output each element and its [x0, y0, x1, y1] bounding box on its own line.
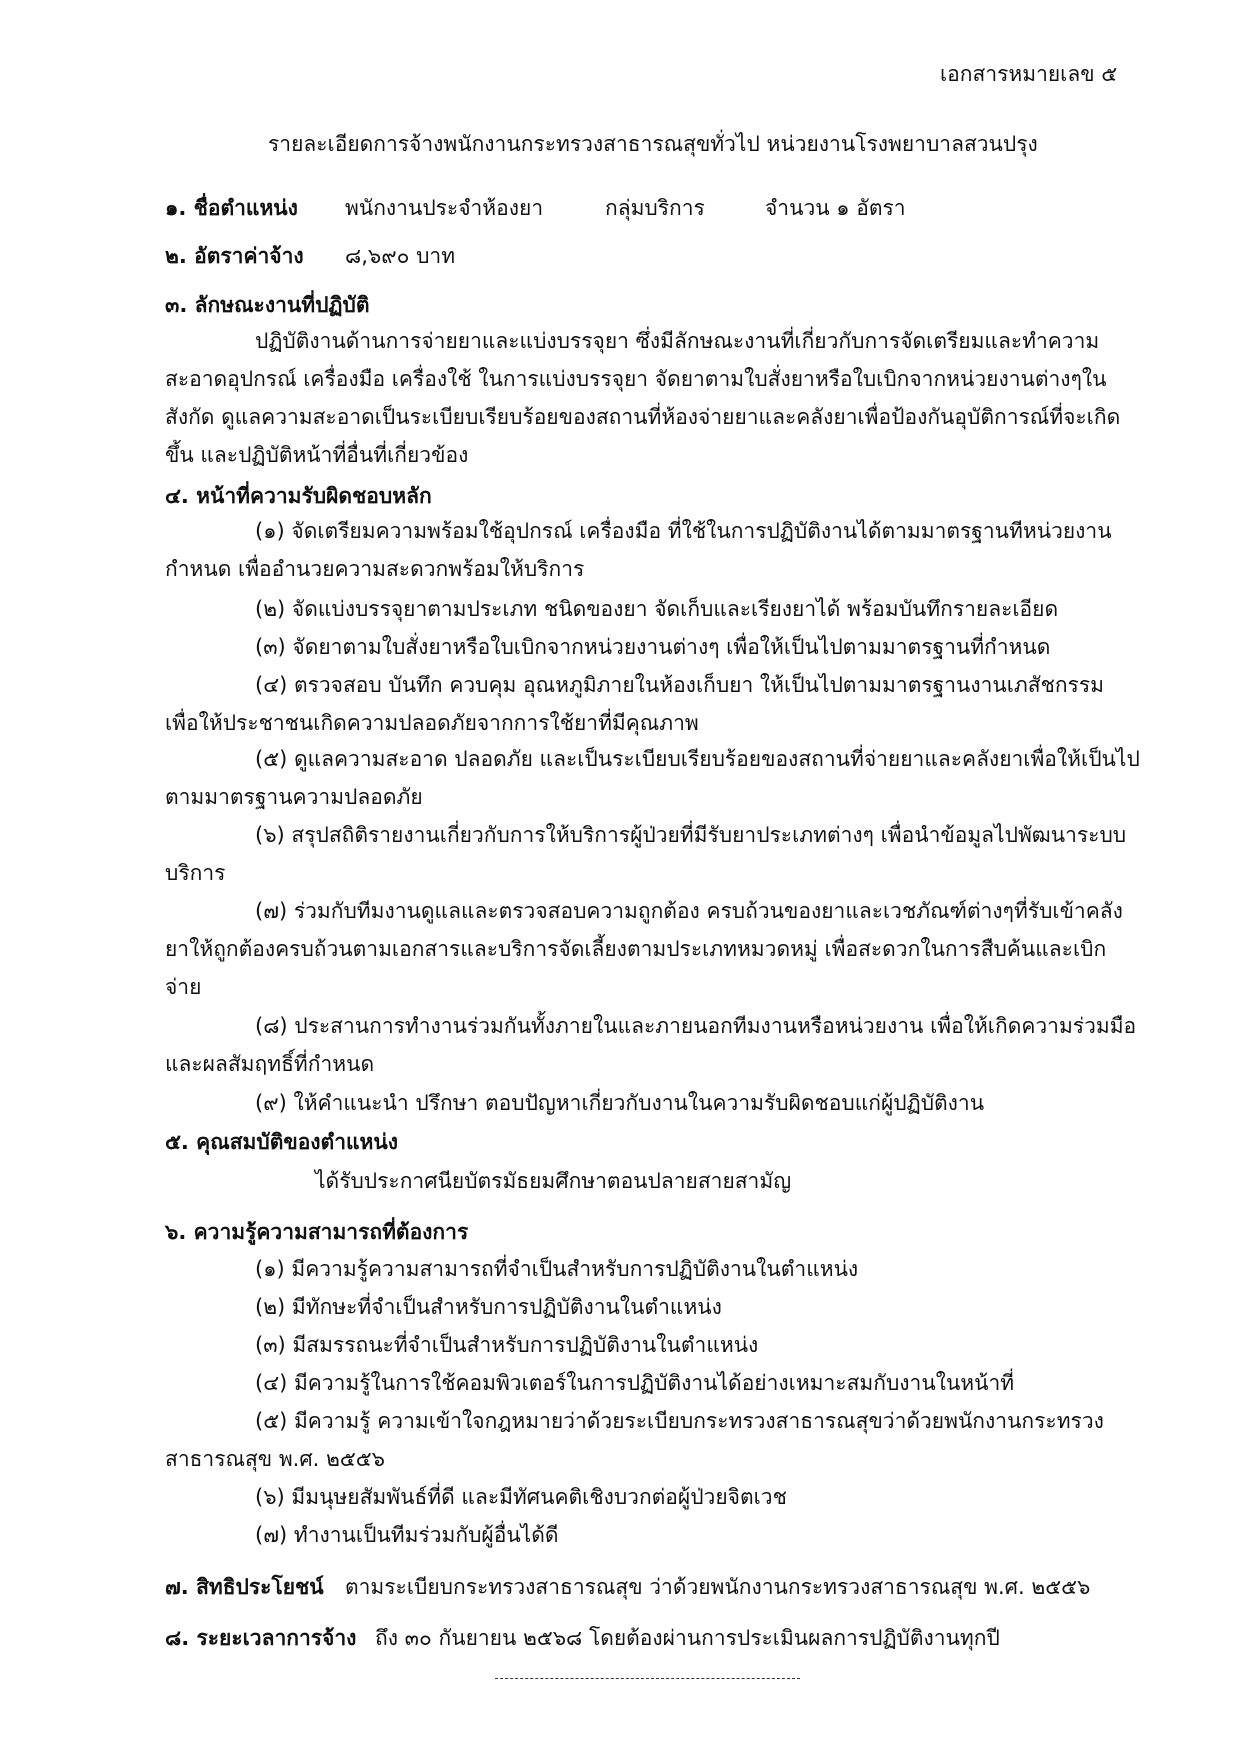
skill-item: (๕) มีความรู้ ความเข้าใจกฎหมายว่าด้วยระเบียบกระทรวงสาธารณสุขว่าด้วยพนักงานกระทรวงสาธารณสุข พ.ศ. ๒๕๕๖ — [165, 1409, 1104, 1471]
position-group: กลุ่มบริการ — [605, 196, 705, 220]
position-label: ๑. ชื่อตำแหน่ง — [165, 196, 298, 220]
skill-item: (๓) มีสมรรถนะที่จำเป็นสำหรับการปฏิบัติงานในตำแหน่ง — [255, 1333, 759, 1357]
skill-item: (๒) มีทักษะที่จำเป็นสำหรับการปฏิบัติงานในตำแหน่ง — [255, 1295, 722, 1319]
duties-heading: ๔. หน้าที่ความรับผิดชอบหลัก — [165, 484, 432, 508]
skill-item: (๔) มีความรู้ในการใช้คอมพิวเตอร์ในการปฏิบัติงานได้อย่างเหมาะสมกับงานในหน้าที่ — [255, 1371, 1015, 1395]
skill-item: (๑) มีความรู้ความสามารถที่จำเป็นสำหรับการปฏิบัติงานในตำแหน่ง — [255, 1257, 859, 1281]
work-nature-text: ปฏิบัติงานด้านการจ่ายยาและแบ่งบรรจุยา ซึ่งมีลักษณะงานที่เกี่ยวกับการจัดเตรียมและทำความสะอาดอุปกรณ์ เครื่องมือ เครื่องใช้ ในการแบ่งบรรจุยา จัดยาตามใบสั่งยาหรือใบเบิกจากหน่วยงานต่างๆในสังกัด ดูแลความสะอาดเป็นระเบียบเรียบร้อยของสถานที่ห้องจ่ายยาและคลังยาเพื่อป้องกันอุบัติการณ์ที่จะเกิดขึ้น และปฏิบัติหน้าที่อื่นที่เกี่ยวข้อง — [165, 329, 1121, 467]
skill-item: (๗) ทำงานเป็นทีมร่วมกับผู้อื่นได้ดี — [255, 1523, 559, 1547]
term-text: ถึง ๓๐ กันยายน ๒๕๖๘ โดยต้องผ่านการประเมินผลการปฏิบัติงานทุกปี — [375, 1626, 1000, 1650]
term-label: ๘. ระยะเวลาการจ้าง — [165, 1626, 357, 1650]
wage-label: ๒. อัตราค่าจ้าง — [165, 244, 304, 268]
duty-item: (๕) ดูแลความสะอาด ปลอดภัย และเป็นระเบียบเรียบร้อยของสถานที่จ่ายยาและคลังยาเพื่อให้เป็นไปตามมาตรฐานความปลอดภัย — [165, 747, 1140, 809]
doc-title: รายละเอียดการจ้างพนักงานกระทรวงสาธารณสุขทั่วไป หน่วยงานโรงพยาบาลสวนปรุง — [268, 132, 1038, 156]
doc-number: เอกสารหมายเลข ๕ — [940, 62, 1118, 86]
duty-item: (๗) ร่วมกับทีมงานดูแลและตรวจสอบความถูกต้อง ครบถ้วนของยาและเวชภัณฑ์ต่างๆที่รับเข้าคลังยาให้ถูกต้องครบถ้วนตามเอกสารและบริการจัดเลี้ยงตามประเภทหมวดหมู่ เพื่อสะดวกในการสืบค้นและเบิกจ่าย — [165, 899, 1123, 999]
qualification-heading: ๕. คุณสมบัติของตำแหน่ง — [165, 1130, 398, 1154]
work-nature-heading: ๓. ลักษณะงานที่ปฏิบัติ — [165, 293, 370, 317]
duty-item: (๔) ตรวจสอบ บันทึก ควบคุม อุณหภูมิภายในห้องเก็บยา ให้เป็นไปตามมาตรฐานงานเภสัชกรรม เพื่อให้ประชาชนเกิดความปลอดภัยจากการใช้ยาที่มีคุณภาพ — [165, 673, 1104, 735]
position-name: พนักงานประจำห้องยา — [345, 196, 544, 220]
end-separator — [495, 1678, 800, 1679]
duty-item: (๓) จัดยาตามใบสั่งยาหรือใบเบิกจากหน่วยงานต่างๆ เพื่อให้เป็นไปตามมาตรฐานที่กำหนด — [255, 635, 1051, 659]
skills-heading: ๖. ความรู้ความสามารถที่ต้องการ — [165, 1220, 469, 1244]
duty-item: (๖) สรุปสถิติรายงานเกี่ยวกับการให้บริการผู้ป่วยที่มีรับยาประเภทต่างๆ เพื่อนำข้อมูลไปพัฒนาระบบบริการ — [165, 823, 1127, 885]
benefits-text: ตามระเบียบกระทรวงสาธารณสุข ว่าด้วยพนักงานกระทรวงสาธารณสุข พ.ศ. ๒๕๕๖ — [345, 1575, 1091, 1599]
duty-item: (๒) จัดแบ่งบรรจุยาตามประเภท ชนิดของยา จัดเก็บและเรียงยาได้ พร้อมบันทึกรายละเอียด — [255, 597, 1059, 621]
wage-value: ๘,๖๙๐ บาท — [345, 244, 456, 268]
benefits-label: ๗. สิทธิประโยชน์ — [165, 1575, 324, 1599]
position-count: จำนวน ๑ อัตรา — [765, 196, 906, 220]
qualification-text: ได้รับประกาศนียบัตรมัธยมศึกษาตอนปลายสายสามัญ — [315, 1169, 792, 1193]
skill-item: (๖) มีมนุษยสัมพันธ์ที่ดี และมีทัศนคติเชิงบวกต่อผู้ป่วยจิตเวช — [255, 1485, 787, 1509]
duty-item: (๘) ประสานการทำงานร่วมกันทั้งภายในและภายนอกทีมงานหรือหน่วยงาน เพื่อให้เกิดความร่วมมือและผลสัมฤทธิ์ที่กำหนด — [165, 1014, 1137, 1076]
duty-item: (๑) จัดเตรียมความพร้อมใช้อุปกรณ์ เครื่องมือ ที่ใช้ในการปฏิบัติงานได้ตามมาตรฐานทีหน่วยงานกำหนด เพื่ออำนวยความสะดวกพร้อมให้บริการ — [165, 519, 1112, 581]
duty-item: (๙) ให้คำแนะนำ ปรึกษา ตอบปัญหาเกี่ยวกับงานในความรับผิดชอบแก่ผู้ปฏิบัติงาน — [255, 1091, 985, 1115]
